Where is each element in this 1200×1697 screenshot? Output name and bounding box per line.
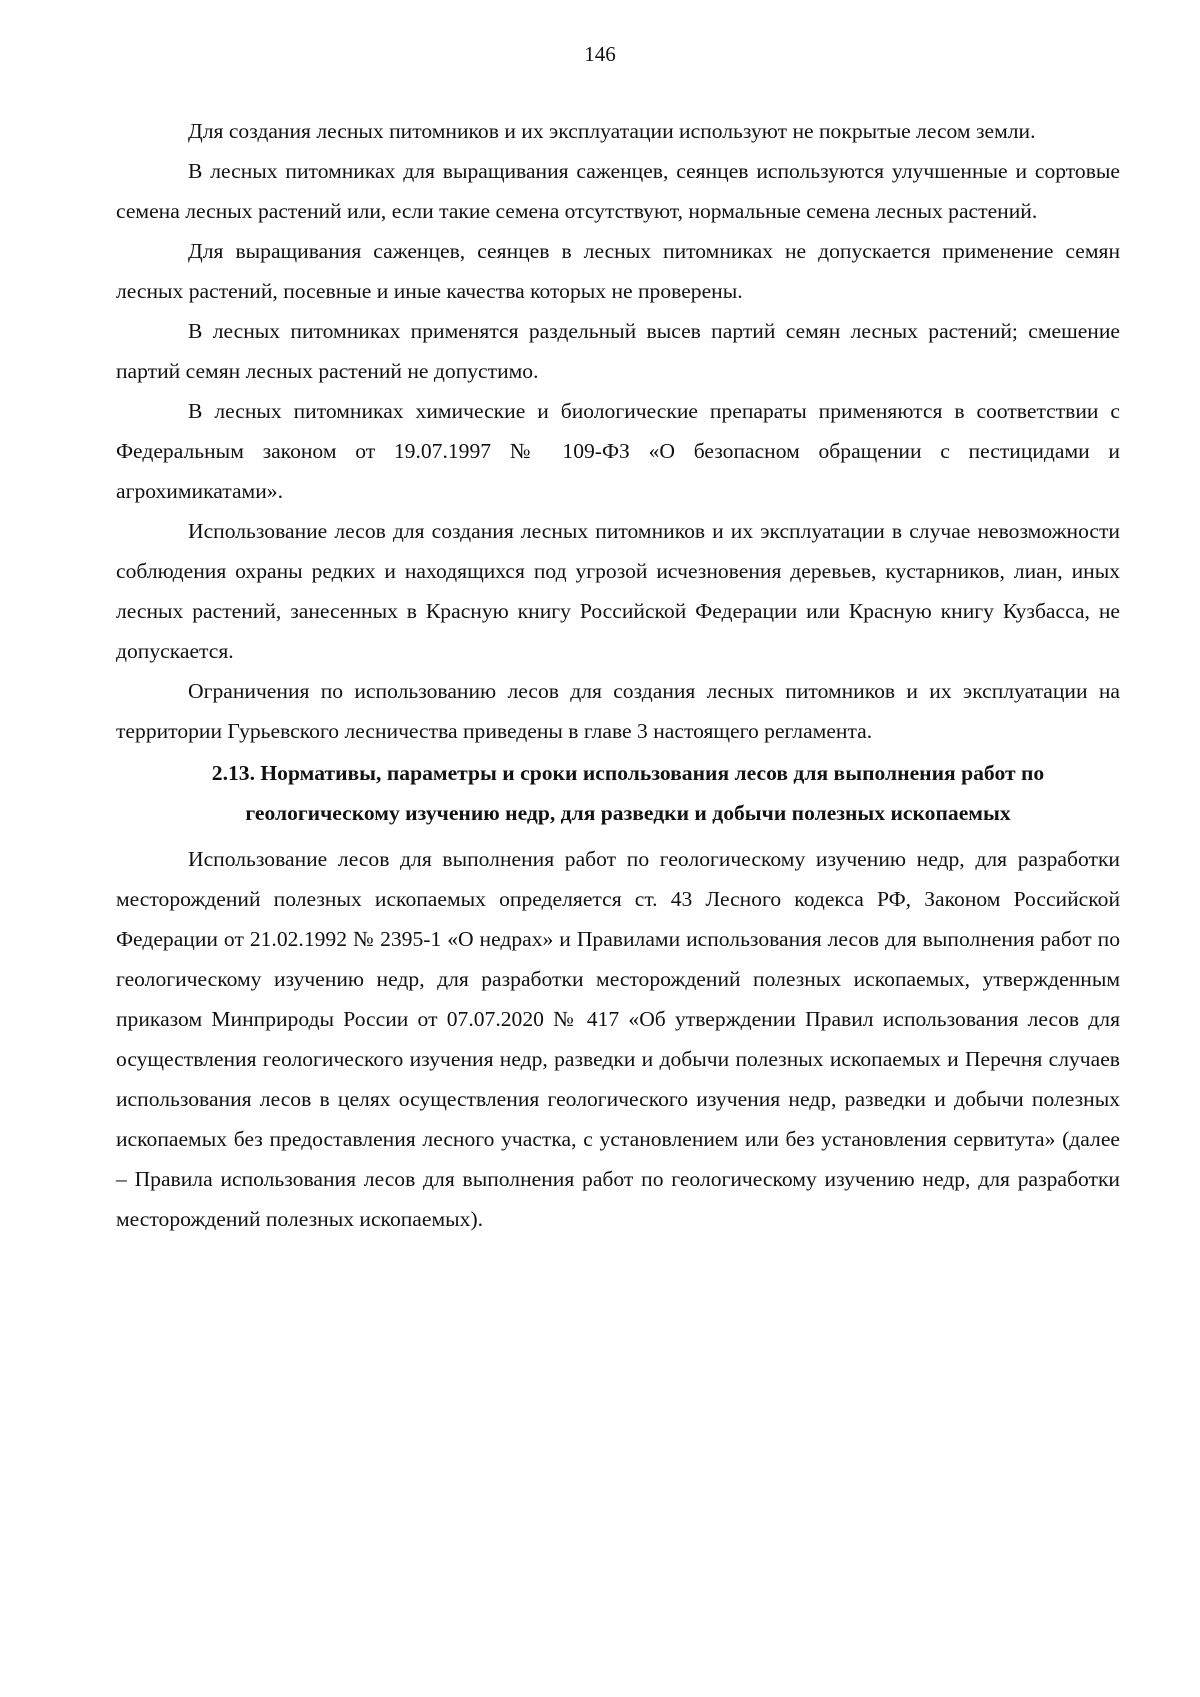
paragraph-separate-sowing: В лесных питомниках применятся раздельный высев партий семян лесных растений; смешение партий семян лесных растений не допустимо. xyxy=(116,319,1120,383)
page-content xyxy=(116,111,1120,1239)
paragraph-chemicals: В лесных питомниках химические и биологические препараты применяются в соответствии с Федеральным законом от 19.07.1997 № 109-ФЗ «О безопасном обращении с пестицидами и агрохимикатами». xyxy=(116,399,1120,503)
paragraph-nursery-seeds: В лесных питомниках для выращивания саженцев, сеянцев используются улучшенные и сортовые семена лесных растений или, если такие семена отсутствуют, нормальные семена лесных растений. xyxy=(116,159,1120,223)
paragraph-restrictions: Ограничения по использованию лесов для создания лесных питомников и их эксплуатации на территории Гурьевского лесничества приведены в главе 3 настоящего регламента. xyxy=(116,679,1120,743)
paragraph-geological-use: Использование лесов для выполнения работ по геологическому изучению недр, для разработки месторождений полезных ископаемых определяется ст. 43 Лесного кодекса РФ, Законом Российской Федерации от 21.02.1992 № 2395-1 «О недрах» и Правилами использования лесов для выполнения работ по геологическому изучению недр, для разработки месторождений полезных ископаемых, утвержденным приказом Минприроды России от 07.07.2020 № 417 «Об утверждении Правил использования лесов для осуществления геологического изучения недр, разведки и добычи полезных ископаемых и Перечня случаев использования лесов в целях осуществления геологического изучения недр, разведки и добычи полезных ископаемых без предоставления лесного участка, с установлением или без установления сервитута» (далее – Правила использования лесов для выполнения работ по геологическому изучению недр, для разработки месторождений полезных ископаемых). xyxy=(116,847,1120,1231)
page-number: 146 xyxy=(584,42,616,66)
paragraph-unchecked-seeds: Для выращивания саженцев, сеянцев в лесных питомниках не допускается применение семян лесных растений, посевные и иные качества которых не проверены. xyxy=(116,239,1120,303)
paragraph-nursery-lands: Для создания лесных питомников и их эксплуатации используют не покрытые лесом земли. xyxy=(188,119,1036,143)
section-heading: 2.13. Нормативы, параметры и сроки использования лесов для выполнения работ по геологическому изучению недр, для разведки и добычи полезных ископаемых xyxy=(211,761,1045,825)
paragraph-red-book: Использование лесов для создания лесных питомников и их эксплуатации в случае невозможности соблюдения охраны редких и находящихся под угрозой исчезновения деревьев, кустарников, лиан, иных лесных растений, занесенных в Красную книгу Российской Федерации или Красную книгу Кузбасса, не допускается. xyxy=(116,519,1120,663)
